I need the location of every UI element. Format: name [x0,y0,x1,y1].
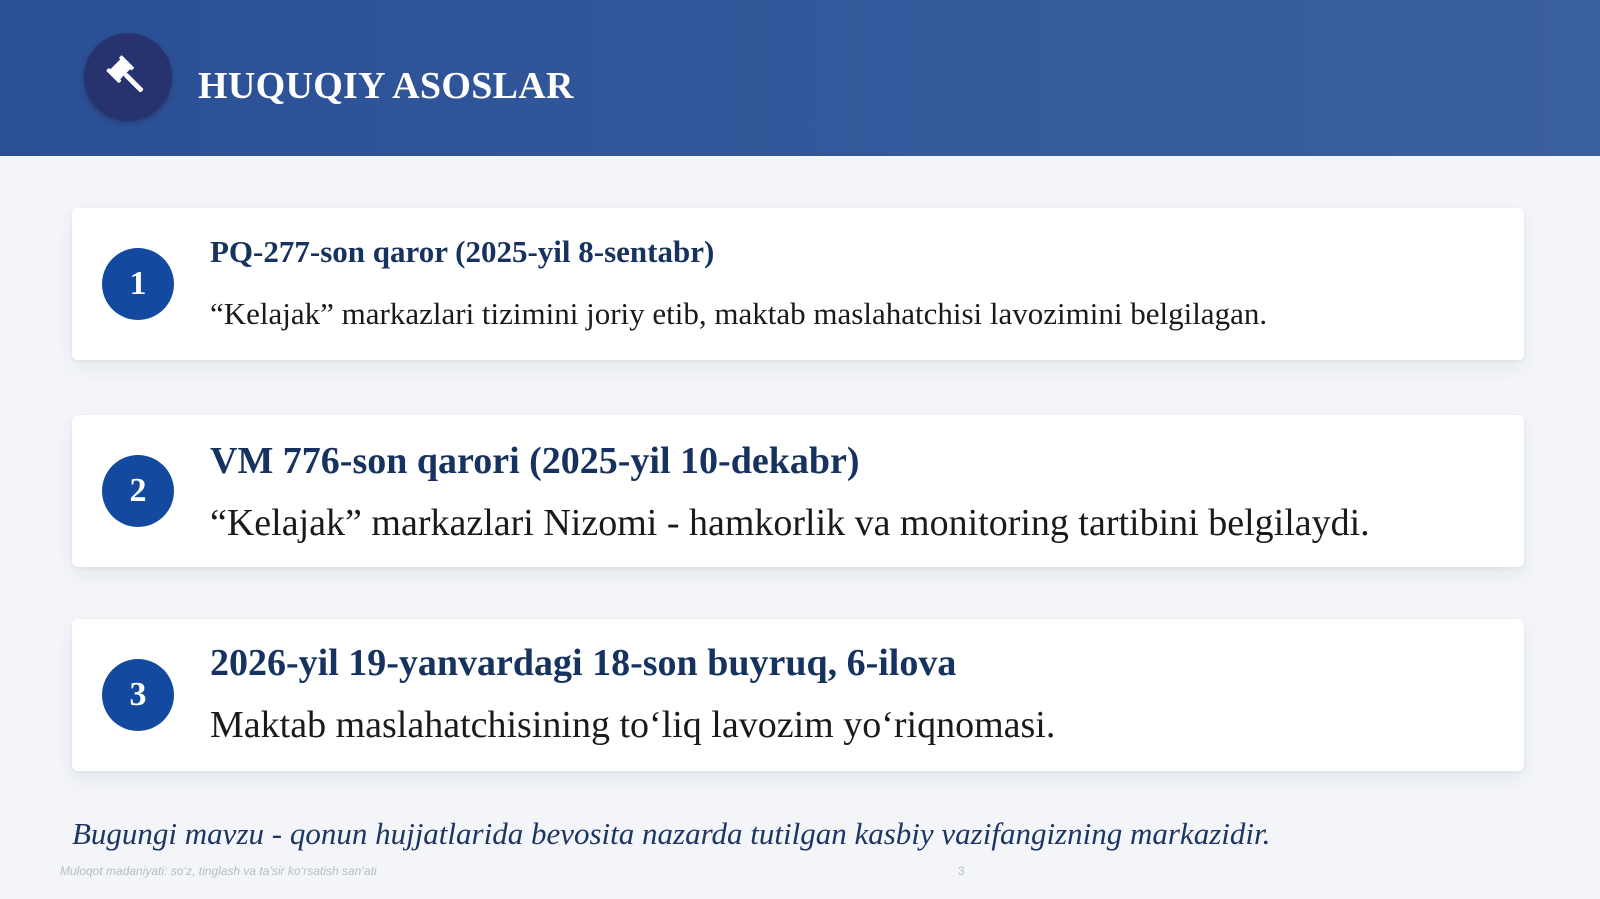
card-title: PQ-277-son qaror (2025-yil 8-sentabr) [210,234,715,269]
legal-basis-card-1 [72,208,1524,360]
card-description: Maktab maslahatchisining to‘liq lavozim yo‘riqnomasi. [210,704,1056,746]
gavel-icon [104,53,152,101]
card-description: “Kelajak” markazlari tizimini joriy etib, maktab maslahatchisi lavozimini belgilagan. [210,296,1268,331]
item-number-badge: 3 [102,659,174,731]
page-number: 3 [958,864,965,878]
footer-course-title: Muloqot madaniyati: so‘z, tinglash va ta’sir ko‘rsatish san’ati [60,864,377,878]
slide-header [0,0,1600,156]
header-icon-badge [84,33,172,121]
summary-note: Bugungi mavzu - qonun hujjatlarida bevosita nazarda tutilgan kasbiy vazifangizning markazidir. [72,816,1271,851]
card-title: 2026-yil 19-yanvardagi 18-son buyruq, 6-ilova [210,642,957,684]
legal-basis-card-3 [72,619,1524,771]
item-number-badge: 2 [102,455,174,527]
item-number-badge: 1 [102,248,174,320]
card-title: VM 776-son qarori (2025-yil 10-dekabr) [210,440,860,482]
legal-basis-card-2 [72,415,1524,567]
page-title: HUQUQIY ASOSLAR [198,65,574,107]
card-description: “Kelajak” markazlari Nizomi - hamkorlik va monitoring tartibini belgilaydi. [210,502,1370,544]
